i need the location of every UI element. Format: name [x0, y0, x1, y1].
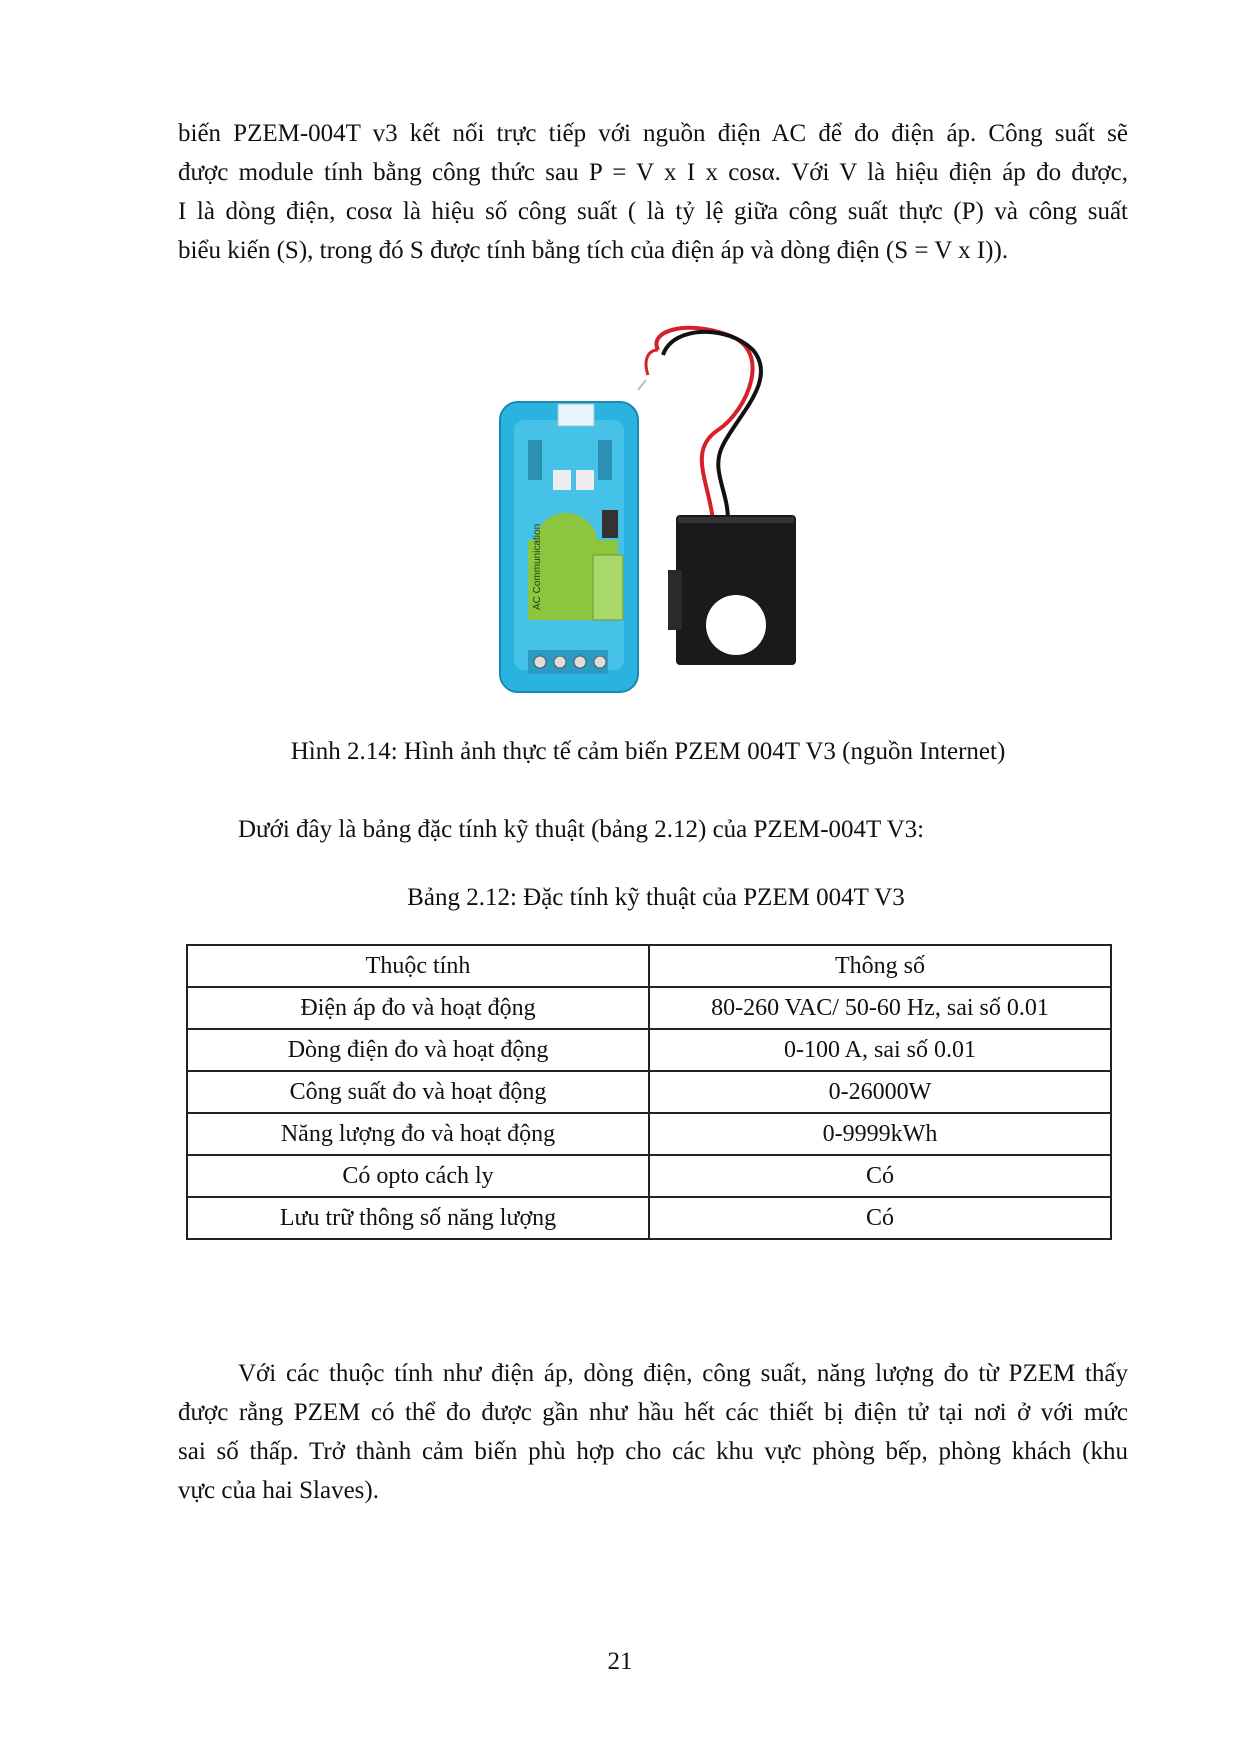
table-header-row	[187, 945, 1111, 987]
paragraph-2	[178, 1354, 1128, 1510]
header-value: Thông số	[649, 945, 1111, 987]
table-row	[187, 1071, 1111, 1113]
cell-value: 80-260 VAC/ 50-60 Hz, sai số 0.01	[649, 987, 1111, 1029]
paragraph-1-line: được module tính bằng công thức sau P = V x I x cosα. Với V là hiệu điện áp đo được,	[178, 159, 1128, 186]
header-attribute: Thuộc tính	[187, 945, 649, 987]
cell-attribute: Công suất đo và hoạt động	[187, 1071, 649, 1113]
cell-value: 0-100 A, sai số 0.01	[649, 1029, 1111, 1071]
page-number: 21	[607, 1648, 633, 1675]
cell-attribute: Năng lượng đo và hoạt động	[187, 1113, 649, 1155]
paragraph-1-line: biến PZEM-004T v3 kết nối trực tiếp với nguồn điện AC để đo điện áp. Công suất sẽ	[178, 120, 1128, 147]
cell-value: 0-26000W	[649, 1071, 1111, 1113]
paragraph-1-line: I là dòng điện, cosα là hiệu số công suất ( là tỷ lệ giữa công suất thực (P) và công suất	[178, 198, 1128, 225]
table-row	[187, 987, 1111, 1029]
paragraph-1	[178, 114, 1128, 270]
table-caption: Bảng 2.12: Đặc tính kỹ thuật của PZEM 004T V3	[407, 884, 905, 911]
paragraph-2-line: vực của hai Slaves).	[178, 1477, 379, 1504]
figure-caption: Hình 2.14: Hình ảnh thực tế cảm biến PZEM 004T V3 (nguồn Internet)	[290, 738, 1006, 765]
cell-value: Có	[649, 1197, 1111, 1239]
table-row	[187, 1197, 1111, 1239]
table-intro: Dưới đây là bảng đặc tính kỹ thuật (bảng 2.12) của PZEM-004T V3:	[238, 816, 925, 843]
cell-attribute: Lưu trữ thông số năng lượng	[187, 1197, 649, 1239]
cell-attribute: Dòng điện đo và hoạt động	[187, 1029, 649, 1071]
table-row	[187, 1029, 1111, 1071]
paragraph-1-line: biểu kiến (S), trong đó S được tính bằng tích của điện áp và dòng điện (S = V x I)).	[178, 237, 1009, 264]
cell-attribute: Điện áp đo và hoạt động	[187, 987, 649, 1029]
cell-value: Có	[649, 1155, 1111, 1197]
cell-attribute: Có opto cách ly	[187, 1155, 649, 1197]
paragraph-2-line: được rằng PZEM có thể đo được gần như hầu hết các thiết bị điện tử tại nơi ở với mức	[178, 1399, 1128, 1426]
spec-table	[186, 944, 1112, 1240]
paragraph-2-line: Với các thuộc tính như điện áp, dòng điện, công suất, năng lượng đo từ PZEM thấy	[238, 1360, 1128, 1387]
table-row	[187, 1113, 1111, 1155]
pzem-sensor-photo	[498, 320, 828, 700]
paragraph-2-line: sai số thấp. Trở thành cảm biến phù hợp cho các khu vực phòng bếp, phòng khách (khu	[178, 1438, 1128, 1465]
table-row	[187, 1155, 1111, 1197]
cell-value: 0-9999kWh	[649, 1113, 1111, 1155]
module-label: AC Communication	[532, 523, 543, 610]
